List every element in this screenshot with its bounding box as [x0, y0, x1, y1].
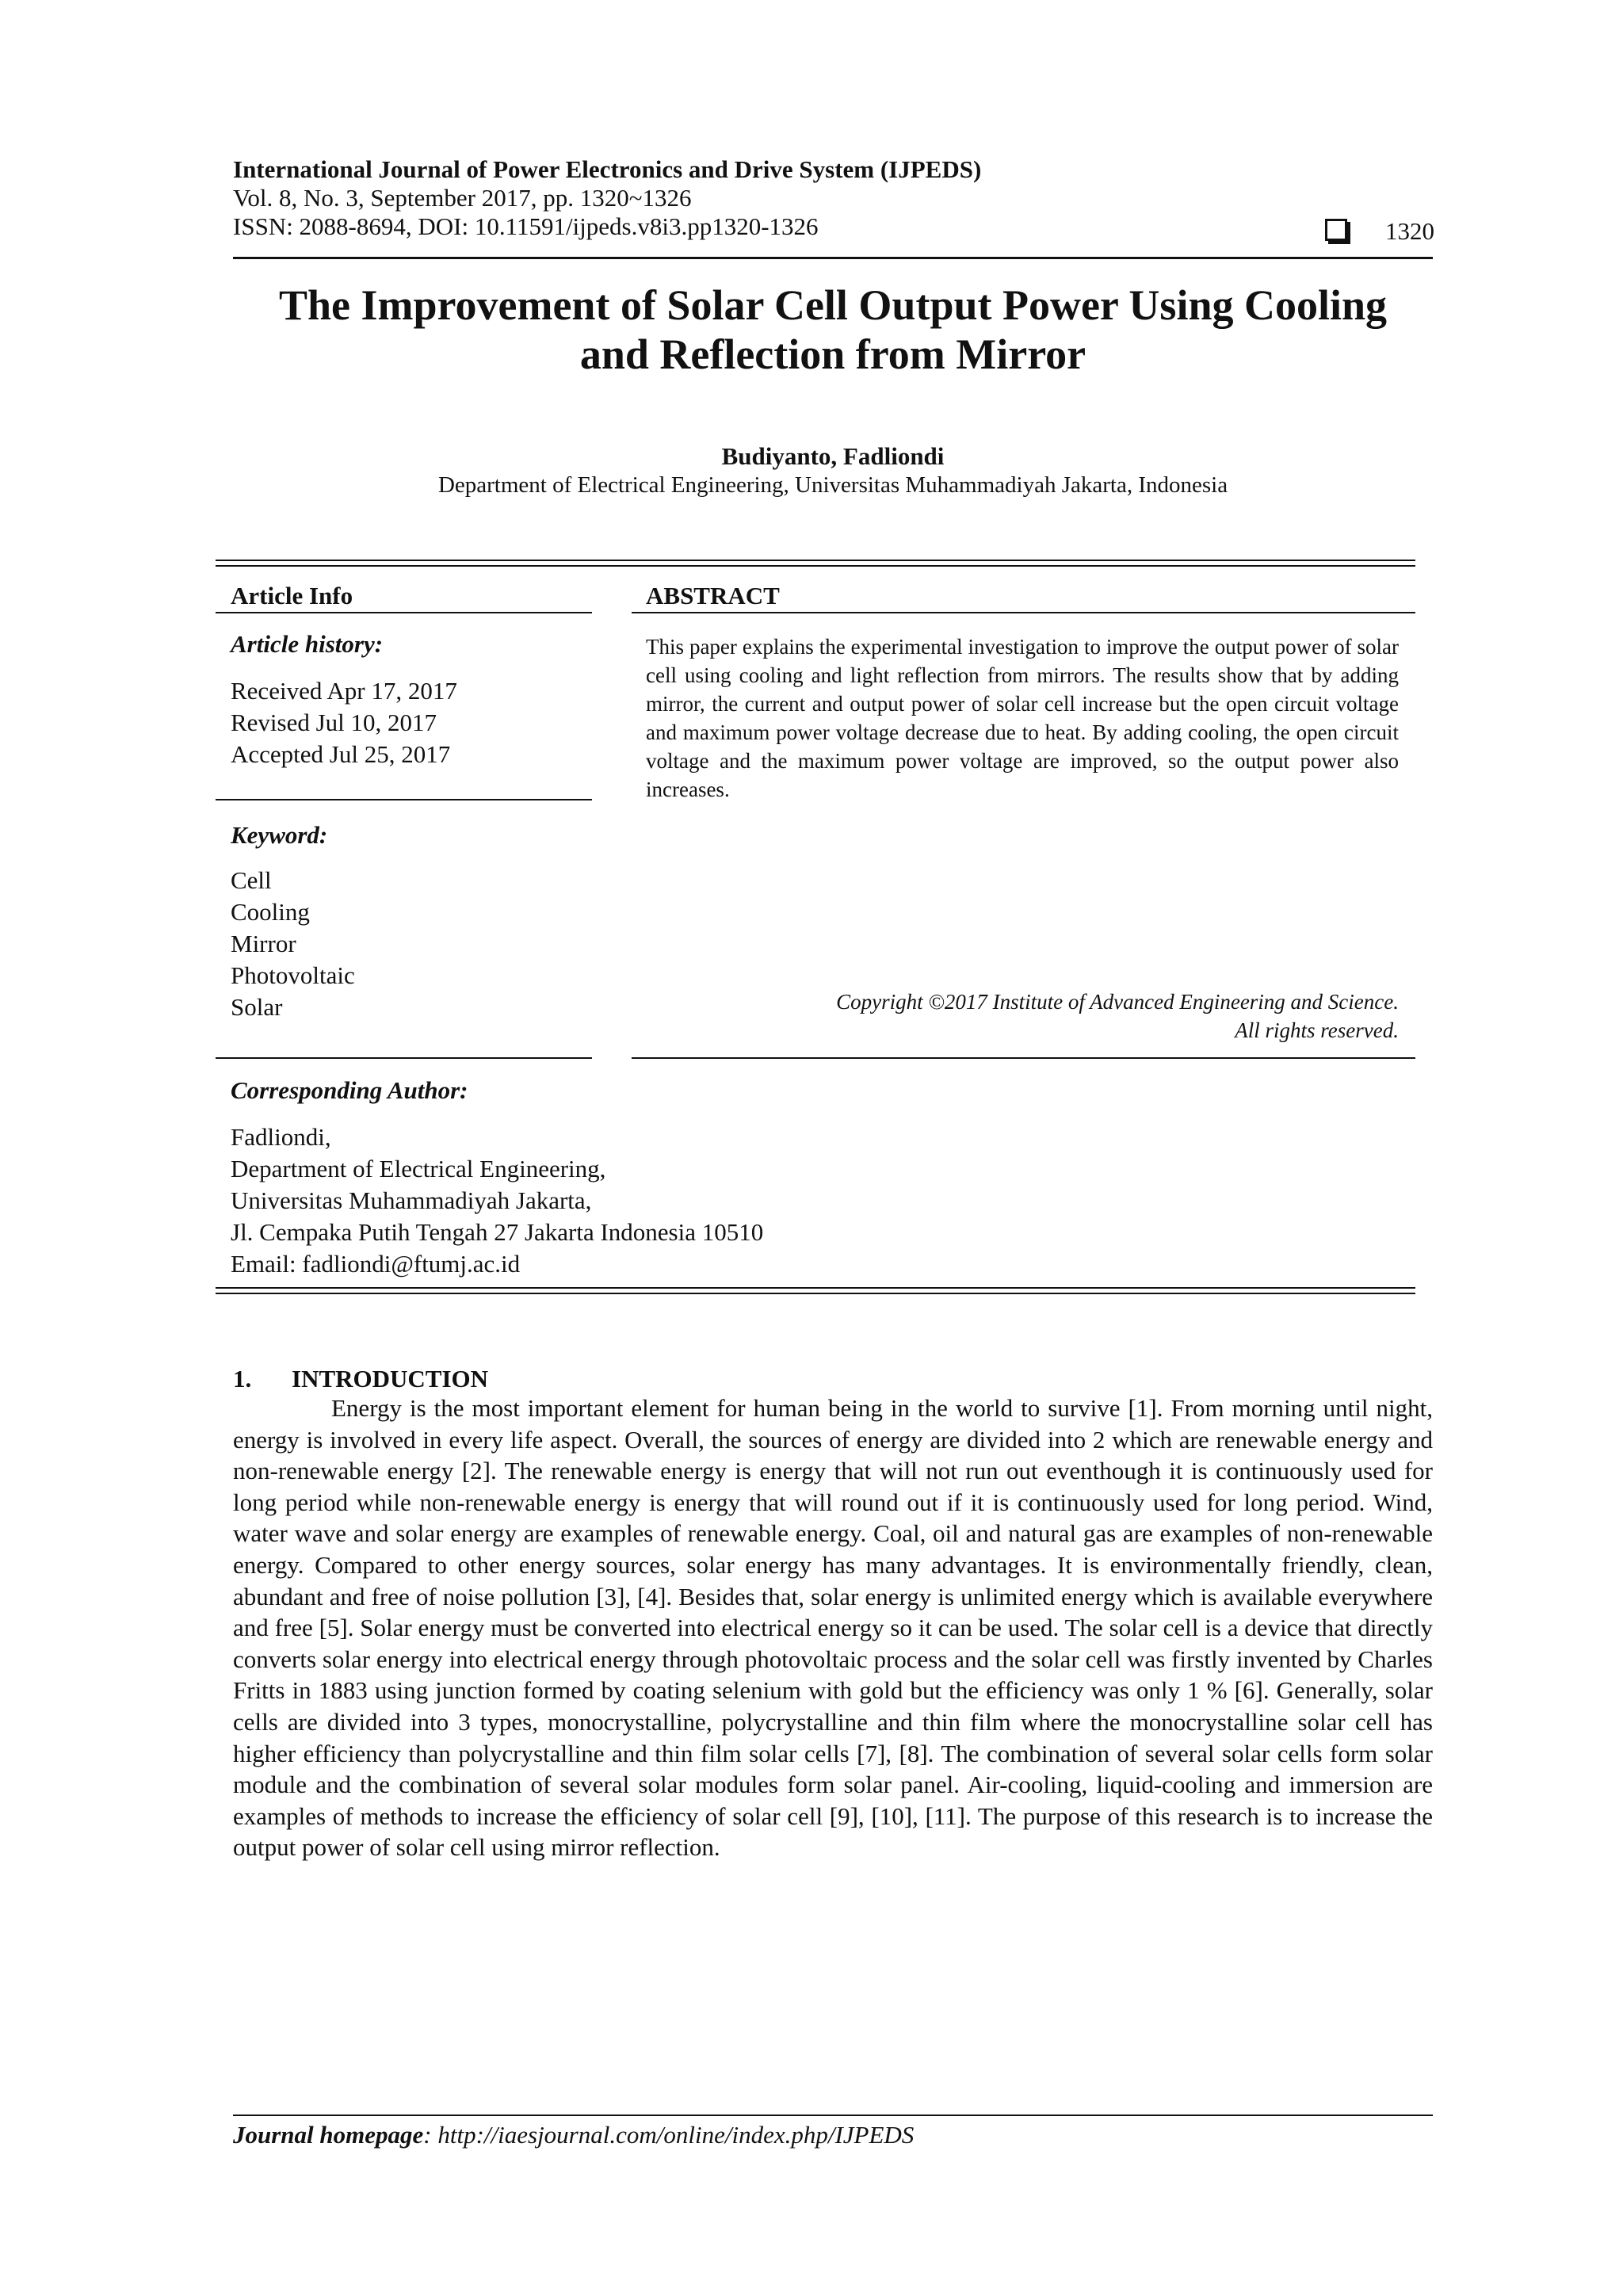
keyword-label: Keyword:	[231, 821, 328, 849]
affiliation: Department of Electrical Engineering, Universitas Muhammadiyah Jakarta, Indonesia	[437, 472, 1228, 498]
keyword-item: Cell	[231, 866, 272, 894]
box-bullet-icon	[1325, 219, 1347, 241]
corresponding-department: Department of Electrical Engineering,	[231, 1155, 606, 1182]
copyright-line-2: All rights reserved.	[1235, 1018, 1399, 1042]
journal-name: International Journal of Power Electronics and Drive System (IJPEDS)	[233, 155, 982, 183]
copyright-line-1: Copyright ©2017 Institute of Advanced Engineering and Science.	[836, 990, 1399, 1014]
homepage-colon: :	[423, 2121, 438, 2149]
corresponding-address: Jl. Cempaka Putih Tengah 27 Jakarta Indonesia 10510	[231, 1218, 764, 1246]
history-received: Received Apr 17, 2017	[231, 677, 457, 705]
corresponding-author-label: Corresponding Author:	[231, 1076, 468, 1104]
abstract-bottom-rule	[632, 1057, 1415, 1059]
page-number-block	[1325, 217, 1434, 246]
history-revised: Revised Jul 10, 2017	[231, 709, 437, 736]
history-rule	[216, 799, 592, 800]
article-info-heading: Article Info	[231, 582, 353, 609]
journal-header	[233, 155, 981, 241]
history-accepted: Accepted Jul 25, 2017	[231, 740, 451, 768]
keyword-item: Solar	[231, 993, 283, 1021]
info-top-rule-2	[216, 565, 1415, 567]
paper-title	[233, 281, 1433, 379]
article-history-list	[231, 675, 457, 770]
info-top-rule-1	[216, 560, 1415, 561]
homepage-label: Journal homepage	[233, 2121, 424, 2149]
journal-homepage	[233, 2121, 914, 2149]
title-line-2: and Reflection from Mirror	[579, 330, 1086, 378]
abstract-heading: ABSTRACT	[646, 582, 780, 609]
keyword-item: Photovoltaic	[231, 961, 355, 989]
keyword-rule	[216, 1057, 592, 1059]
info-bottom-rule-1	[216, 1287, 1415, 1289]
corresponding-university: Universitas Muhammadiyah Jakarta,	[231, 1186, 592, 1214]
footer-rule	[233, 2115, 1433, 2116]
abstract-rule	[632, 612, 1415, 613]
abstract-text: This paper explains the experimental investigation to improve the output power of solar cell using cooling and light reflection from mirrors. The results show that by adding mirror, the current and output power of solar cell increase but the open circuit voltage and maximum power voltage decrease due to heat. By adding cooling, the open circuit voltage and the maximum power voltage are improved, so the output power also increases.	[646, 635, 1399, 801]
title-line-1: The Improvement of Solar Cell Output Power Using Cooling	[278, 281, 1388, 329]
keyword-item: Cooling	[231, 898, 310, 926]
section-number: 1.	[233, 1365, 252, 1392]
introduction-heading	[233, 1365, 488, 1393]
corresponding-email: Email: fadliondi@ftumj.ac.id	[231, 1250, 521, 1278]
authors: Budiyanto, Fadliondi	[721, 442, 945, 470]
keyword-item: Mirror	[231, 930, 296, 957]
copyright	[646, 988, 1399, 1045]
homepage-url[interactable]: http://iaesjournal.com/online/index.php/IJPEDS	[437, 2121, 915, 2149]
page-number: 1320	[1385, 217, 1434, 245]
corresponding-author-details	[231, 1121, 763, 1280]
article-history-label: Article history:	[231, 630, 384, 658]
section-title: INTRODUCTION	[292, 1365, 489, 1392]
header-rule	[233, 257, 1433, 259]
journal-volume: Vol. 8, No. 3, September 2017, pp. 1320~1326	[233, 184, 692, 212]
article-info-rule	[216, 612, 592, 613]
keyword-list	[231, 865, 355, 1023]
journal-issn: ISSN: 2088-8694, DOI: 10.11591/ijpeds.v8i3.pp1320-1326	[233, 212, 819, 240]
info-bottom-rule-2	[216, 1293, 1415, 1294]
introduction-paragraph: Energy is the most important element for human being in the world to survive [1]. From morning until night, energy is involved in every life aspect. Overall, the sources of energy are divided into 2 which are renewable energy and non-renewable energy [2]. The renewable energy is energy that will not run out eventhough it is continuously used for long period while non-renewable energy is energy that will round out if it is continuously used for long period. Wind, water wave and solar energy are examples of renewable energy. Coal, oil and natural gas are examples of non-renewable energy. Compared to other energy sources, solar energy has many advantages. It is environmentally friendly, clean, abundant and free of noise pollution [3], [4]. Besides that, solar energy is unlimited energy which is available everywhere and free [5]. Solar energy must be converted into electrical energy so it can be used. The solar cell is a device that directly converts solar energy into electrical energy through photovoltaic process and the solar cell was firstly invented by Charles Fritts in 1883 using junction formed by coating selenium with gold but the efficiency was only 1 % [6]. Generally, solar cells are divided into 3 types, monocrystalline, polycrystalline and thin film where the monocrystalline solar cell has higher efficiency than polycrystalline and thin film solar cells [7], [8]. The combination of several solar cells form solar module and the combination of several solar modules form solar panel. Air-cooling, liquid-cooling and immersion are examples of methods to increase the efficiency of solar cell [9], [10], [11]. The purpose of this research is to increase the output power of solar cell using mirror reflection.	[233, 1394, 1433, 1862]
corresponding-name: Fadliondi,	[231, 1123, 331, 1151]
